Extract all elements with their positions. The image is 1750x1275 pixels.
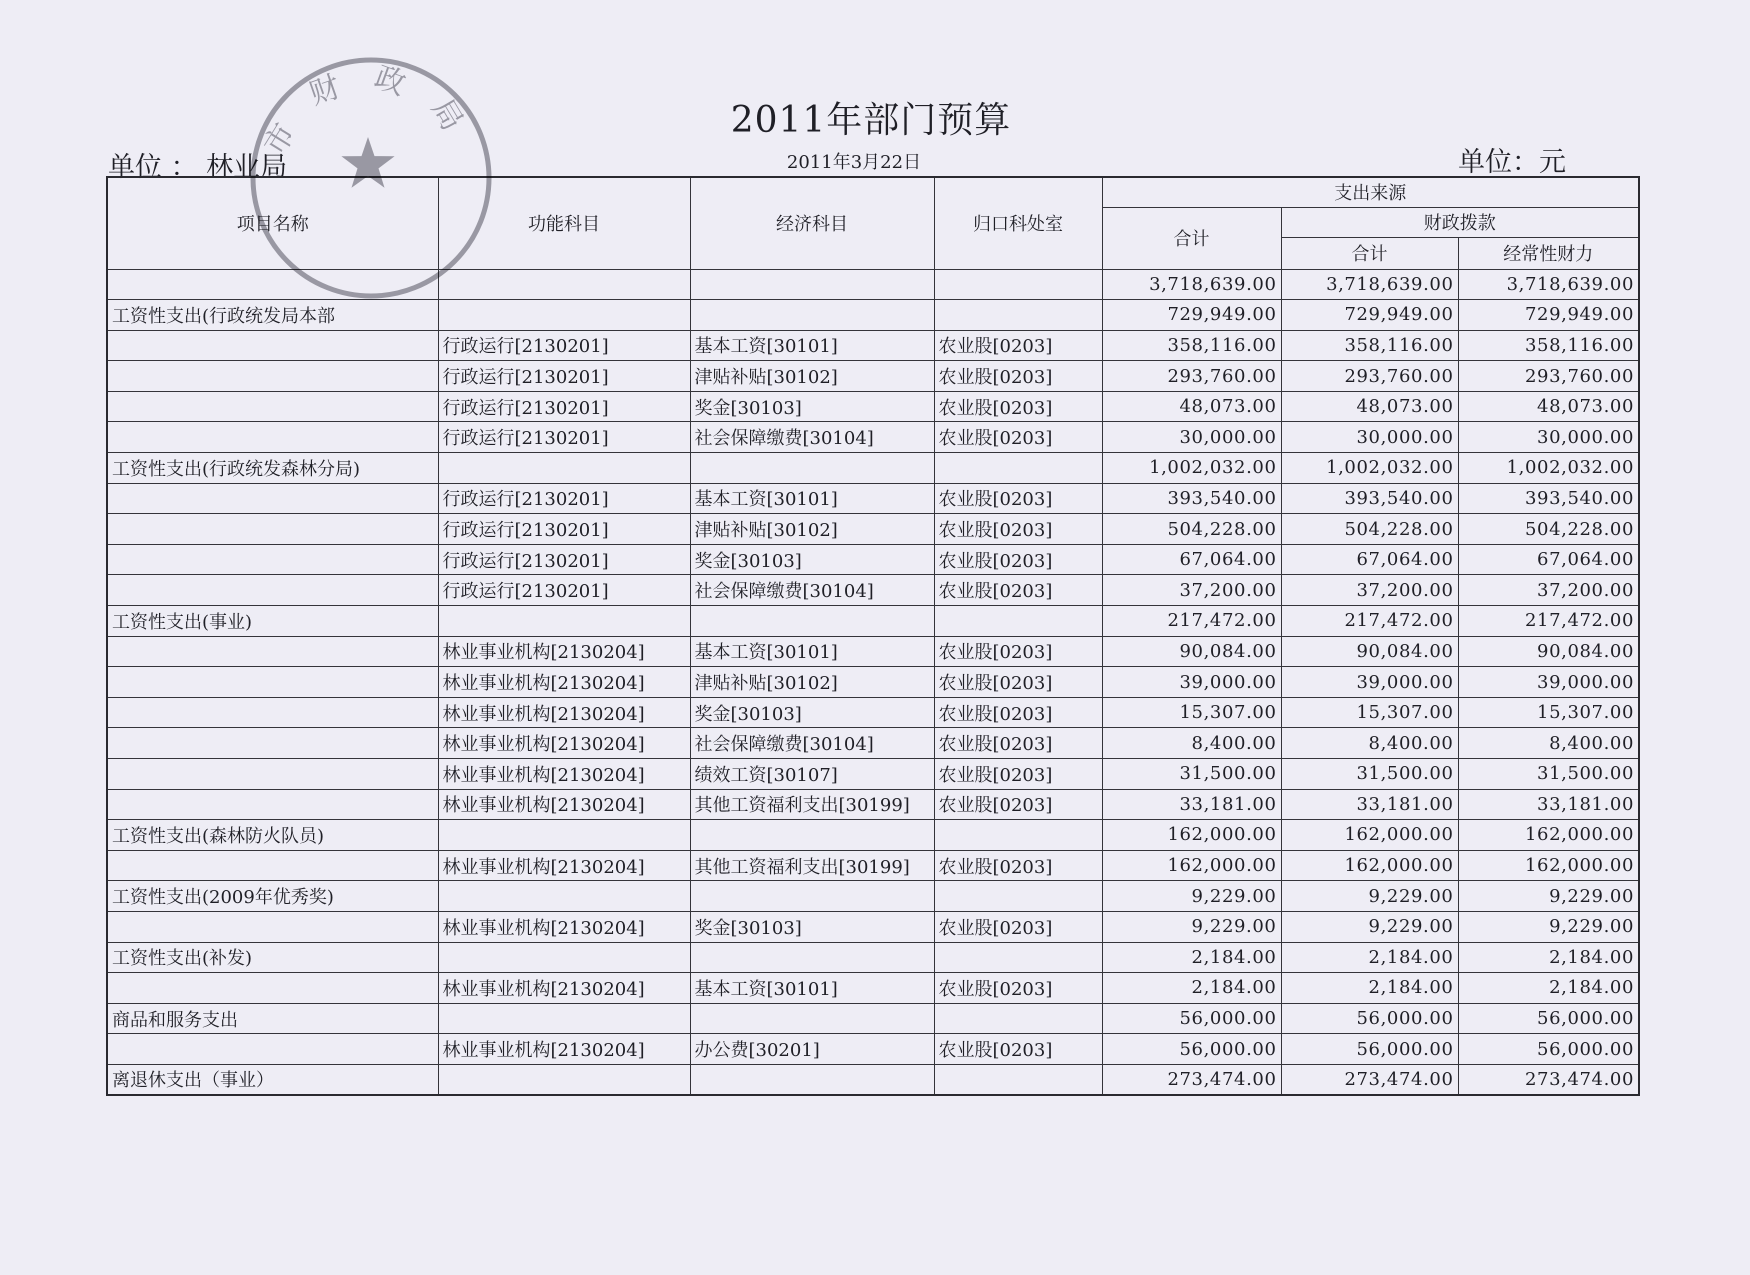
cell-regular-funds: 56,000.00: [1458, 1034, 1639, 1065]
cell-regular-funds: 273,474.00: [1458, 1064, 1639, 1095]
table-row: [107, 1064, 1639, 1095]
cell-fiscal-total: 162,000.00: [1281, 820, 1458, 851]
cell-function-subject: 行政运行[2130201]: [438, 422, 690, 453]
cell-department: [934, 881, 1102, 912]
cell-regular-funds: 162,000.00: [1458, 850, 1639, 881]
cell-function-subject: 行政运行[2130201]: [438, 483, 690, 514]
cell-economic-subject: 奖金[30103]: [690, 697, 934, 728]
cell-function-subject: [438, 881, 690, 912]
cell-fiscal-total: 9,229.00: [1281, 881, 1458, 912]
cell-source-total: 33,181.00: [1102, 789, 1281, 820]
cell-function-subject: 行政运行[2130201]: [438, 391, 690, 422]
cell-source-total: 729,949.00: [1102, 300, 1281, 331]
header-row: [107, 177, 1639, 207]
cell-source-total: 2,184.00: [1102, 973, 1281, 1004]
cell-source-total: 273,474.00: [1102, 1064, 1281, 1095]
cell-fiscal-total: 162,000.00: [1281, 850, 1458, 881]
cell-fiscal-total: 56,000.00: [1281, 1034, 1458, 1065]
cell-project-name: [107, 759, 438, 790]
cell-department: 农业股[0203]: [934, 728, 1102, 759]
cell-regular-funds: 9,229.00: [1458, 911, 1639, 942]
cell-regular-funds: 162,000.00: [1458, 820, 1639, 851]
cell-project-name: [107, 391, 438, 422]
cell-function-subject: 林业事业机构[2130204]: [438, 728, 690, 759]
cell-department: 农业股[0203]: [934, 544, 1102, 575]
cell-source-total: 39,000.00: [1102, 667, 1281, 698]
cell-regular-funds: 217,472.00: [1458, 606, 1639, 637]
cell-economic-subject: [690, 453, 934, 484]
table-row: [107, 330, 1639, 361]
cell-fiscal-total: 9,229.00: [1281, 911, 1458, 942]
cell-department: [934, 942, 1102, 973]
table-row: [107, 391, 1639, 422]
cell-project-name: [107, 575, 438, 606]
cell-economic-subject: 社会保障缴费[30104]: [690, 728, 934, 759]
table-row: [107, 911, 1639, 942]
cell-department: 农业股[0203]: [934, 514, 1102, 545]
header-regular-funds: 经常性财力: [1458, 237, 1639, 269]
cell-source-total: 90,084.00: [1102, 636, 1281, 667]
cell-function-subject: [438, 820, 690, 851]
cell-fiscal-total: 1,002,032.00: [1281, 453, 1458, 484]
cell-source-total: 9,229.00: [1102, 911, 1281, 942]
header-fiscal-total: 合计: [1281, 237, 1458, 269]
cell-fiscal-total: 90,084.00: [1281, 636, 1458, 667]
cell-department: 农业股[0203]: [934, 667, 1102, 698]
cell-source-total: 1,002,032.00: [1102, 453, 1281, 484]
cell-fiscal-total: 39,000.00: [1281, 667, 1458, 698]
table-row: [107, 453, 1639, 484]
cell-regular-funds: 293,760.00: [1458, 361, 1639, 392]
table-row: [107, 667, 1639, 698]
cell-economic-subject: [690, 881, 934, 912]
cell-project-name: [107, 667, 438, 698]
cell-function-subject: [438, 300, 690, 331]
cell-function-subject: [438, 606, 690, 637]
cell-source-total: 37,200.00: [1102, 575, 1281, 606]
cell-project-name: [107, 911, 438, 942]
cell-fiscal-total: 37,200.00: [1281, 575, 1458, 606]
cell-project-name: [107, 697, 438, 728]
cell-economic-subject: 基本工资[30101]: [690, 636, 934, 667]
cell-project-name: 离退休支出（事业）: [107, 1064, 438, 1095]
header-source-total: 合计: [1102, 207, 1281, 269]
cell-economic-subject: 奖金[30103]: [690, 544, 934, 575]
cell-regular-funds: 2,184.00: [1458, 973, 1639, 1004]
cell-function-subject: [438, 1064, 690, 1095]
cell-function-subject: [438, 1003, 690, 1034]
cell-economic-subject: 基本工资[30101]: [690, 973, 934, 1004]
cell-source-total: 31,500.00: [1102, 759, 1281, 790]
cell-economic-subject: 社会保障缴费[30104]: [690, 422, 934, 453]
cell-function-subject: 林业事业机构[2130204]: [438, 789, 690, 820]
cell-project-name: [107, 1034, 438, 1065]
cell-economic-subject: [690, 942, 934, 973]
table-row: [107, 850, 1639, 881]
cell-economic-subject: 津贴补贴[30102]: [690, 514, 934, 545]
cell-function-subject: 行政运行[2130201]: [438, 330, 690, 361]
header-project-name: 项目名称: [107, 177, 438, 269]
cell-economic-subject: 办公费[30201]: [690, 1034, 934, 1065]
table-row: [107, 544, 1639, 575]
cell-department: [934, 269, 1102, 300]
cell-project-name: 工资性支出(行政统发森林分局): [107, 453, 438, 484]
cell-function-subject: 林业事业机构[2130204]: [438, 973, 690, 1004]
cell-regular-funds: 56,000.00: [1458, 1003, 1639, 1034]
cell-source-total: 2,184.00: [1102, 942, 1281, 973]
table-row: [107, 881, 1639, 912]
cell-function-subject: 林业事业机构[2130204]: [438, 636, 690, 667]
cell-department: 农业股[0203]: [934, 789, 1102, 820]
cell-source-total: 358,116.00: [1102, 330, 1281, 361]
cell-department: [934, 606, 1102, 637]
cell-department: 农业股[0203]: [934, 697, 1102, 728]
cell-economic-subject: 社会保障缴费[30104]: [690, 575, 934, 606]
cell-function-subject: [438, 269, 690, 300]
cell-project-name: [107, 514, 438, 545]
cell-department: [934, 820, 1102, 851]
cell-project-name: 工资性支出(事业): [107, 606, 438, 637]
cell-department: 农业股[0203]: [934, 361, 1102, 392]
cell-project-name: [107, 789, 438, 820]
cell-project-name: [107, 973, 438, 1004]
cell-economic-subject: [690, 300, 934, 331]
cell-function-subject: [438, 453, 690, 484]
table-row: [107, 300, 1639, 331]
budget-table-body: [107, 269, 1639, 1095]
cell-source-total: 393,540.00: [1102, 483, 1281, 514]
header-economic-subject: 经济科目: [690, 177, 934, 269]
table-row: [107, 1003, 1639, 1034]
cell-project-name: [107, 636, 438, 667]
cell-source-total: 9,229.00: [1102, 881, 1281, 912]
table-row: [107, 942, 1639, 973]
header-department: 归口科处室: [934, 177, 1102, 269]
cell-project-name: [107, 330, 438, 361]
cell-economic-subject: 基本工资[30101]: [690, 483, 934, 514]
cell-project-name: 工资性支出(行政统发局本部: [107, 300, 438, 331]
cell-fiscal-total: 393,540.00: [1281, 483, 1458, 514]
cell-function-subject: 行政运行[2130201]: [438, 544, 690, 575]
cell-fiscal-total: 504,228.00: [1281, 514, 1458, 545]
cell-regular-funds: 30,000.00: [1458, 422, 1639, 453]
cell-project-name: 工资性支出(森林防火队员): [107, 820, 438, 851]
table-row: [107, 973, 1639, 1004]
cell-function-subject: 林业事业机构[2130204]: [438, 667, 690, 698]
table-row: [107, 820, 1639, 851]
cell-department: 农业股[0203]: [934, 575, 1102, 606]
cell-source-total: 56,000.00: [1102, 1003, 1281, 1034]
cell-fiscal-total: 8,400.00: [1281, 728, 1458, 759]
document-date: 2011年3月22日: [786, 152, 922, 173]
cell-regular-funds: 31,500.00: [1458, 759, 1639, 790]
cell-department: 农业股[0203]: [934, 1034, 1102, 1065]
table-row: [107, 728, 1639, 759]
cell-source-total: 162,000.00: [1102, 850, 1281, 881]
cell-regular-funds: 358,116.00: [1458, 330, 1639, 361]
cell-department: 农业股[0203]: [934, 483, 1102, 514]
header-function-subject: 功能科目: [438, 177, 690, 269]
cell-function-subject: 行政运行[2130201]: [438, 361, 690, 392]
cell-regular-funds: 67,064.00: [1458, 544, 1639, 575]
cell-economic-subject: 绩效工资[30107]: [690, 759, 934, 790]
table-row: [107, 636, 1639, 667]
cell-fiscal-total: 30,000.00: [1281, 422, 1458, 453]
cell-fiscal-total: 2,184.00: [1281, 973, 1458, 1004]
cell-project-name: [107, 483, 438, 514]
cell-source-total: 3,718,639.00: [1102, 269, 1281, 300]
cell-project-name: 工资性支出(补发): [107, 942, 438, 973]
table-row: [107, 697, 1639, 728]
cell-economic-subject: [690, 820, 934, 851]
cell-fiscal-total: 729,949.00: [1281, 300, 1458, 331]
cell-function-subject: 行政运行[2130201]: [438, 575, 690, 606]
cell-department: 农业股[0203]: [934, 391, 1102, 422]
cell-function-subject: 行政运行[2130201]: [438, 514, 690, 545]
cell-fiscal-total: 67,064.00: [1281, 544, 1458, 575]
cell-source-total: 217,472.00: [1102, 606, 1281, 637]
cell-department: 农业股[0203]: [934, 759, 1102, 790]
cell-fiscal-total: 31,500.00: [1281, 759, 1458, 790]
cell-department: 农业股[0203]: [934, 330, 1102, 361]
cell-function-subject: [438, 942, 690, 973]
budget-table: [106, 176, 1640, 1096]
cell-fiscal-total: 2,184.00: [1281, 942, 1458, 973]
currency-unit: 单位：元: [1458, 147, 1566, 178]
table-row: [107, 575, 1639, 606]
cell-economic-subject: 其他工资福利支出[30199]: [690, 789, 934, 820]
cell-economic-subject: 奖金[30103]: [690, 911, 934, 942]
cell-economic-subject: [690, 1064, 934, 1095]
cell-fiscal-total: 48,073.00: [1281, 391, 1458, 422]
cell-economic-subject: [690, 1003, 934, 1034]
cell-department: 农业股[0203]: [934, 973, 1102, 1004]
cell-fiscal-total: 273,474.00: [1281, 1064, 1458, 1095]
cell-source-total: 162,000.00: [1102, 820, 1281, 851]
cell-function-subject: 林业事业机构[2130204]: [438, 759, 690, 790]
cell-economic-subject: 其他工资福利支出[30199]: [690, 850, 934, 881]
cell-regular-funds: 1,002,032.00: [1458, 453, 1639, 484]
cell-fiscal-total: 358,116.00: [1281, 330, 1458, 361]
cell-source-total: 8,400.00: [1102, 728, 1281, 759]
cell-project-name: 工资性支出(2009年优秀奖): [107, 881, 438, 912]
cell-economic-subject: 津贴补贴[30102]: [690, 361, 934, 392]
cell-regular-funds: 48,073.00: [1458, 391, 1639, 422]
cell-regular-funds: 90,084.00: [1458, 636, 1639, 667]
cell-source-total: 293,760.00: [1102, 361, 1281, 392]
table-header: [107, 177, 1639, 269]
header-expense-source: 支出来源: [1102, 177, 1639, 207]
cell-project-name: [107, 544, 438, 575]
cell-department: 农业股[0203]: [934, 911, 1102, 942]
document-title: 2011年部门预算: [730, 100, 1012, 141]
cell-regular-funds: 9,229.00: [1458, 881, 1639, 912]
cell-department: 农业股[0203]: [934, 850, 1102, 881]
cell-source-total: 15,307.00: [1102, 697, 1281, 728]
cell-regular-funds: 2,184.00: [1458, 942, 1639, 973]
cell-fiscal-total: 33,181.00: [1281, 789, 1458, 820]
cell-regular-funds: 504,228.00: [1458, 514, 1639, 545]
table-row: [107, 483, 1639, 514]
cell-regular-funds: 729,949.00: [1458, 300, 1639, 331]
cell-source-total: 48,073.00: [1102, 391, 1281, 422]
cell-function-subject: 林业事业机构[2130204]: [438, 911, 690, 942]
cell-economic-subject: [690, 606, 934, 637]
cell-fiscal-total: 293,760.00: [1281, 361, 1458, 392]
table-row: [107, 759, 1639, 790]
cell-project-name: [107, 728, 438, 759]
cell-project-name: [107, 422, 438, 453]
cell-source-total: 67,064.00: [1102, 544, 1281, 575]
cell-function-subject: 林业事业机构[2130204]: [438, 697, 690, 728]
table-row: [107, 422, 1639, 453]
organization-unit: 单位 ： 林业局: [108, 152, 288, 183]
cell-regular-funds: 8,400.00: [1458, 728, 1639, 759]
cell-department: [934, 1003, 1102, 1034]
cell-project-name: [107, 269, 438, 300]
cell-regular-funds: 15,307.00: [1458, 697, 1639, 728]
cell-regular-funds: 37,200.00: [1458, 575, 1639, 606]
cell-department: 农业股[0203]: [934, 422, 1102, 453]
table-row: [107, 789, 1639, 820]
cell-source-total: 30,000.00: [1102, 422, 1281, 453]
cell-fiscal-total: 217,472.00: [1281, 606, 1458, 637]
cell-regular-funds: 3,718,639.00: [1458, 269, 1639, 300]
cell-source-total: 504,228.00: [1102, 514, 1281, 545]
cell-economic-subject: 基本工资[30101]: [690, 330, 934, 361]
table-row: [107, 514, 1639, 545]
cell-fiscal-total: 3,718,639.00: [1281, 269, 1458, 300]
table-row: [107, 361, 1639, 392]
cell-economic-subject: 奖金[30103]: [690, 391, 934, 422]
cell-function-subject: 林业事业机构[2130204]: [438, 850, 690, 881]
cell-function-subject: 林业事业机构[2130204]: [438, 1034, 690, 1065]
cell-regular-funds: 39,000.00: [1458, 667, 1639, 698]
cell-source-total: 56,000.00: [1102, 1034, 1281, 1065]
cell-regular-funds: 393,540.00: [1458, 483, 1639, 514]
seal-text-path: 市财政局: [257, 59, 486, 163]
cell-economic-subject: [690, 269, 934, 300]
cell-department: [934, 1064, 1102, 1095]
cell-project-name: [107, 361, 438, 392]
table-row: [107, 606, 1639, 637]
cell-economic-subject: 津贴补贴[30102]: [690, 667, 934, 698]
table-row: [107, 1034, 1639, 1065]
cell-department: 农业股[0203]: [934, 636, 1102, 667]
cell-department: [934, 453, 1102, 484]
cell-fiscal-total: 56,000.00: [1281, 1003, 1458, 1034]
cell-regular-funds: 33,181.00: [1458, 789, 1639, 820]
cell-department: [934, 300, 1102, 331]
table-row: [107, 269, 1639, 300]
cell-project-name: 商品和服务支出: [107, 1003, 438, 1034]
header-fiscal-allocation: 财政拨款: [1281, 207, 1639, 237]
cell-fiscal-total: 15,307.00: [1281, 697, 1458, 728]
cell-project-name: [107, 850, 438, 881]
